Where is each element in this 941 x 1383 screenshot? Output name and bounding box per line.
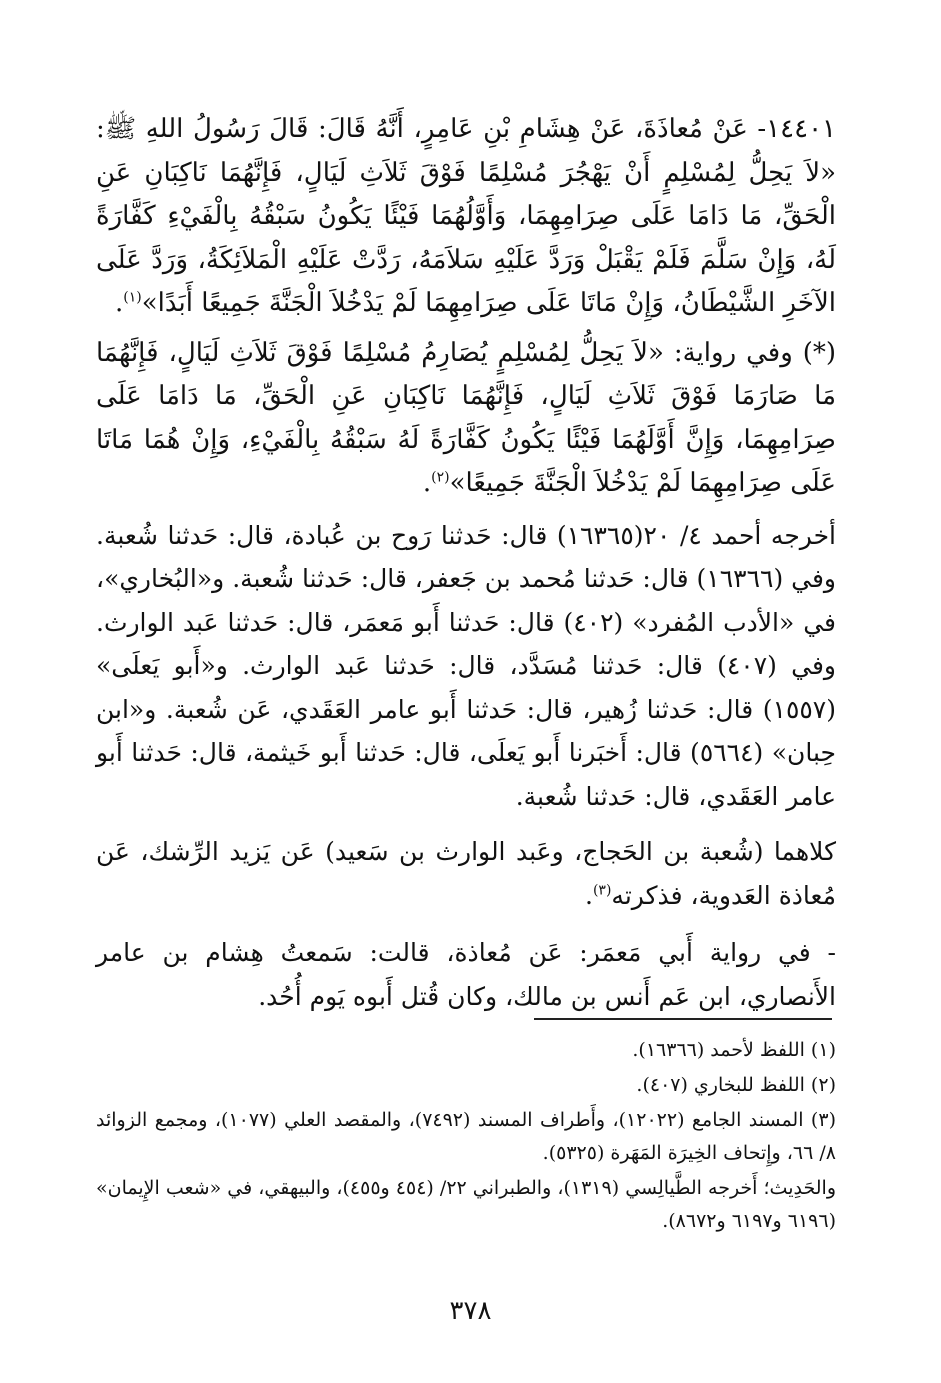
kilahuma-period: . xyxy=(585,880,593,910)
page-number: ٣٧٨ xyxy=(449,1296,492,1326)
riwaya-period: . xyxy=(422,468,432,498)
hadith-text: ١٤٤٠١- عَنْ مُعاذَةَ، عَنْ هِشَامِ بْنِ عَامِرٍ، أَنَّهُ قَالَ: قَالَ رَسُولُ اللهِ ﷺ: «لاَ يَحِلُّ لِمُسْلِمٍ أَنْ يَهْجُرَ مُسْلِمًا فَوْقَ ثَلاَثِ لَيَالٍ، فَإِنَّهُمَا نَاكِبَانِ عَنِ الْحَقِّ، مَا دَامَا عَلَى صِرَامِهِمَا، وَأَوَّلُهُمَا فَيْئًا يَكُونُ سَبْقُهُ بِالْفَيْءِ كَفَّارَةً لَهُ، وَإِنْ سَلَّمَ فَلَمْ يَقْبَلْ وَرَدَّ عَلَيْهِ سَلاَمَهُ، رَدَّتْ عَلَيْهِ الْمَلاَئِكَةُ، وَرَدَّ عَلَى الآخَرِ الشَّيْطَانُ، وَإِنْ مَاتَا عَلَى صِرَامِهِمَا لَمْ يَدْخُلاَ الْجَنَّةَ جَمِيعًا أَبَدًا» xyxy=(96,114,836,318)
footnote-3-continued: والحَدِيث؛ أَخرجه الطَّيالِسي (١٣١٩)، والطبراني ٢٢/ (٤٥٤ و٤٥٥)، والبيهقي، في «شعب الإِيمان» (٦١٩٦ و٦١٩٧ و٨٦٧٢). xyxy=(96,1177,836,1232)
main-text xyxy=(96,108,836,1018)
footnote-3: (٣) المسند الجامع (١٢٠٢٢)، وأَطراف المسند (٧٤٩٢)، والمقصد العلي (١٠٧٧)، ومجمع الزوائد ٨/ ٦٦، وإِتحاف الخِيرَة المَهَرة (٥٣٢٥). xyxy=(96,1109,836,1164)
riwaya-text: (*) وفي رواية: «لاَ يَحِلُّ لِمُسْلِمٍ يُصَارِمُ مُسْلِمًا فَوْقَ ثَلاَثِ لَيَالٍ، فَإِنَّهُمَا مَا صَارَمَا فَوْقَ ثَلاَثِ لَيَالٍ، فَإِنَّهُمَا نَاكِبَانِ عَنِ الْحَقِّ، مَا دَامَا عَلَى صِرَامِهِمَا، وَإِنَّ أَوَّلَهُمَا فَيْئًا يَكُونُ كَفَّارَةً لَهُ سَبْقُهُ بِالْفَيْءِ، وَإِنْ هُمَا مَاتَا عَلَى صِرَامِهِمَا لَمْ يَدْخُلاَ الْجَنَّةَ جَمِيعًا» xyxy=(96,337,836,498)
footnote-ref-1[interactable]: (١) xyxy=(123,289,142,306)
footnote-2: (٢) اللفظ للبخاري (٤٠٧). xyxy=(636,1074,836,1096)
kilahuma-paragraph xyxy=(96,830,836,917)
footnote-ref-3[interactable]: (٣) xyxy=(592,882,612,899)
kilahuma-text: كلاهما (شُعبة بن الحَجاج، وعَبد الوارث بن سَعيد) عَن يَزيد الرِّشك، عَن مُعاذة العَدوية، فذكرته xyxy=(96,837,836,910)
footnotes xyxy=(96,1034,836,1238)
footnote-separator xyxy=(534,1018,832,1020)
abi-mamar-paragraph: - في رواية أَبي مَعمَر: عَن مُعاذة، قالت: سَمعتُ هِشام بن عامر الأَنصاري، ابن عَم أَنس بن مالك، وكان قُتل أَبوه يَوم أُحُد. xyxy=(96,938,836,1011)
hadith-paragraph xyxy=(96,108,836,326)
takhrij-paragraph: أخرجه أحمد ٤/ ٢٠(١٦٣٦٥) قال: حَدثنا رَوح بن عُبادة، قال: حَدثنا شُعبة. وفي (١٦٣٦٦) قال: حَدثنا مُحمد بن جَعفر، قال: حَدثنا شُعبة. و«البُخاري»، في «الأدب المُفرد» (٤٠٢) قال: حَدثنا أَبو مَعمَر، قال: حَدثنا عَبد الوارث. وفي (٤٠٧) قال: حَدثنا مُسَدَّد، قال: حَدثنا عَبد الوارث. و«أَبو يَعلَى» (١٥٥٧) قال: حَدثنا زُهير، قال: حَدثنا أَبو عامر العَقَدي، عَن شُعبة. و«ابن حِبان» (٥٦٦٤) قال: أَخبَرنا أَبو يَعلَى، قال: حَدثنا أَبو خَيثمة، قال: حَدثنا أَبو عامر العَقَدي، قال: حَدثنا شُعبة. xyxy=(96,520,837,811)
footnote-1: (١) اللفظ لأحمد (١٦٣٦٦). xyxy=(632,1039,836,1061)
footnote-ref-2[interactable]: (٢) xyxy=(431,469,450,486)
riwaya-paragraph xyxy=(96,332,836,506)
hadith-period: . xyxy=(114,288,124,318)
